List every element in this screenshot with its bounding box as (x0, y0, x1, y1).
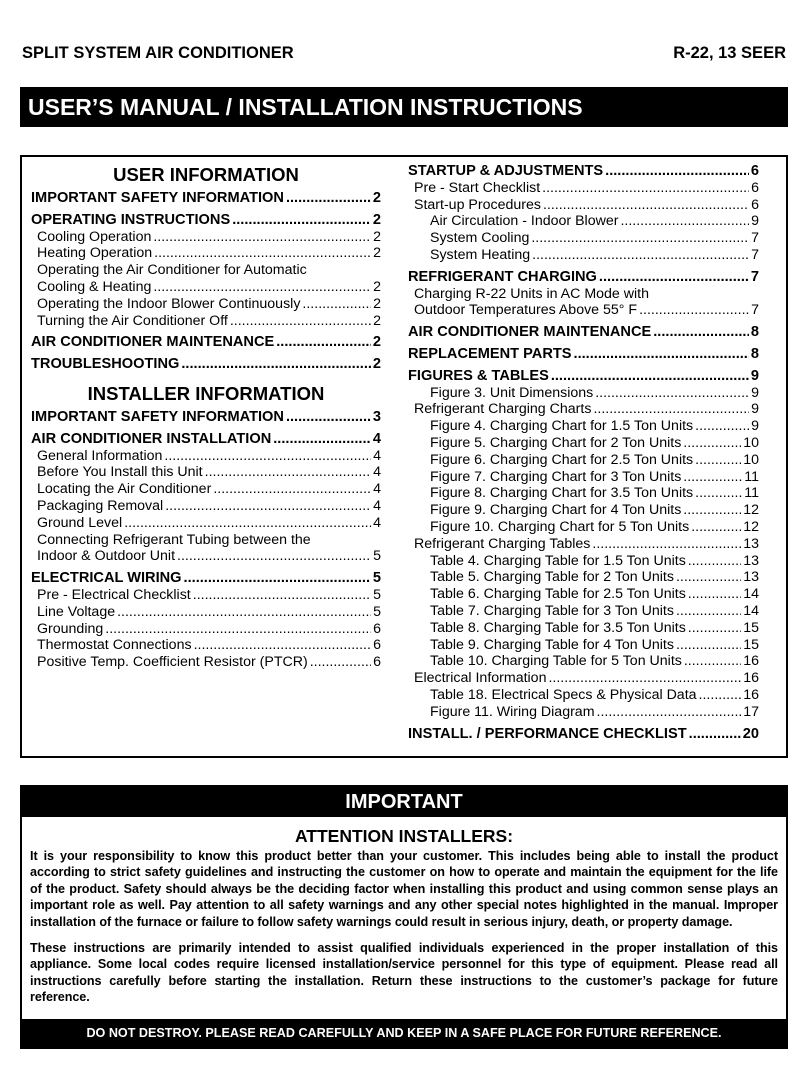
toc-entry-title: Table 10. Charging Table for 5 Ton Units (430, 653, 682, 670)
toc-page-number: 2 (372, 356, 381, 373)
toc-dot-leader (302, 296, 371, 313)
installer-information-heading: INSTALLER INFORMATION (87, 382, 325, 404)
important-notice (20, 785, 788, 1049)
toc-entry (408, 401, 759, 418)
toc-entry-title: Air Circulation - Indoor Blower (430, 213, 619, 230)
toc-entry (31, 548, 381, 565)
toc-entry-title: INSTALL. / PERFORMANCE CHECKLIST (408, 725, 687, 742)
toc-entry (408, 435, 759, 452)
toc-entry (31, 279, 381, 296)
toc-dot-leader (124, 515, 371, 532)
toc-dot-leader (653, 324, 749, 341)
toc-dot-leader (676, 637, 741, 654)
toc-entry-text: Charging R-22 Units in AC Mode with (414, 285, 649, 302)
toc-page-number: 8 (750, 324, 759, 341)
toc-entry (408, 163, 759, 180)
toc-left-column (31, 157, 381, 671)
toc-entry-title: Figure 6. Charging Chart for 2.5 Ton Units (430, 451, 694, 468)
toc-dot-leader (683, 435, 741, 452)
toc-dot-leader (532, 247, 749, 264)
toc-page-number: 5 (373, 603, 381, 620)
toc-entry-text: Operating the Air Conditioner for Automatic (37, 262, 307, 279)
toc-entry (31, 587, 381, 604)
toc-entry (408, 553, 759, 570)
user-information-heading: USER INFORMATION (113, 164, 299, 185)
toc-entry-title: System Cooling (430, 230, 530, 247)
toc-entry (31, 356, 381, 373)
toc-page-number: 11 (744, 468, 759, 485)
toc-dot-leader (676, 603, 741, 620)
toc-dot-leader (574, 346, 749, 363)
toc-entry-title: Line Voltage (37, 603, 116, 620)
toc-entry (408, 180, 759, 197)
toc-page-number: 9 (751, 384, 759, 401)
toc-page-number: 12 (743, 518, 759, 535)
toc-entry (408, 302, 759, 319)
toc-dot-leader (592, 536, 741, 553)
toc-entry (31, 498, 381, 515)
toc-entry-title: Ground Level (37, 514, 123, 531)
toc-dot-leader (194, 637, 372, 654)
toc-entry-title: Figure 5. Charging Chart for 2 Ton Units (430, 434, 682, 451)
toc-dot-leader (165, 498, 371, 515)
toc-entry-title: Table 9. Charging Table for 4 Ton Units (430, 636, 674, 653)
toc-entry-title: System Heating (430, 246, 531, 263)
toc-page-number: 9 (751, 401, 759, 418)
toc-page-number: 20 (742, 725, 759, 742)
toc-entry-title: Table 8. Charging Table for 3.5 Ton Units (430, 619, 686, 636)
toc-page-number: 9 (751, 213, 759, 230)
toc-dot-leader (273, 431, 371, 448)
toc-page-number: 2 (373, 312, 381, 329)
table-of-contents (20, 155, 788, 758)
toc-entry (408, 346, 759, 363)
toc-dot-leader (688, 586, 741, 603)
toc-entry (31, 654, 381, 671)
toc-entry-title: Figure 10. Charging Chart for 5 Ton Units (430, 518, 690, 535)
toc-dot-leader (310, 654, 371, 671)
toc-dot-leader (676, 569, 741, 586)
toc-entry-title: STARTUP & ADJUSTMENTS (408, 163, 604, 179)
toc-entry-title: TROUBLESHOOTING (31, 356, 180, 373)
toc-entry (31, 604, 381, 621)
toc-entry-title: Figure 7. Charging Chart for 3 Ton Units (430, 468, 682, 485)
toc-entry-title: Table 18. Electrical Specs & Physical Data (430, 686, 697, 703)
toc-entry-title: FIGURES & TABLES (408, 367, 549, 384)
toc-entry (31, 409, 381, 426)
toc-entry-title: Figure 3. Unit Dimensions (430, 384, 594, 401)
toc-entry-title: IMPORTANT SAFETY INFORMATION (31, 408, 284, 425)
toc-dot-leader (691, 519, 741, 536)
toc-dot-leader (286, 409, 371, 426)
toc-entry-title: Pre - Start Checklist (414, 179, 541, 196)
toc-dot-leader (286, 190, 371, 207)
toc-page-number: 5 (372, 570, 381, 587)
toc-entry (408, 230, 759, 247)
toc-page-number: 5 (373, 548, 381, 565)
toc-page-number: 6 (373, 637, 381, 654)
toc-dot-leader (184, 570, 371, 587)
toc-entry (31, 245, 381, 262)
toc-dot-leader (593, 401, 749, 418)
toc-page-number: 2 (372, 334, 381, 351)
toc-entry (408, 726, 759, 743)
toc-page-number: 4 (373, 497, 381, 514)
toc-page-number: 4 (372, 430, 381, 447)
toc-page-number: 14 (743, 602, 759, 619)
toc-entry (408, 247, 759, 264)
attention-installers-heading: ATTENTION INSTALLERS: (294, 826, 514, 846)
toc-entry-title: General Information (37, 447, 163, 464)
toc-entry-title: Indoor & Outdoor Unit (37, 548, 176, 565)
toc-entry (31, 570, 381, 587)
toc-entry-title: Outdoor Temperatures Above 55° F (414, 302, 638, 319)
toc-dot-leader (695, 452, 741, 469)
toc-entry-title: Table 7. Charging Table for 3 Ton Units (430, 602, 674, 619)
toc-page-number: 2 (373, 278, 381, 295)
toc-entry (408, 502, 759, 519)
toc-entry (408, 687, 759, 704)
toc-entry-title: OPERATING INSTRUCTIONS (31, 211, 231, 228)
toc-page-number: 6 (373, 654, 381, 671)
toc-dot-leader (597, 704, 742, 721)
toc-dot-leader (153, 279, 371, 296)
toc-entry-title: Table 6. Charging Table for 2.5 Ton Units (430, 586, 686, 603)
responsibility-paragraph: It is your responsibility to know this product better than your customer. This includes being able to install the product according to strict safety guidelines and instructing the customer on how to operate and maintain the equipment for the life of the product. Safety should always be the deciding factor when installing this product and using common sense plays an important role as well. Pay attention to all safety warnings and any other special notes highlighted in the manual. Improper installation of the furnace or failure to follow safety warnings could result in serious injury, death, or property damage. (30, 849, 778, 929)
toc-entry-title: Heating Operation (37, 245, 153, 262)
toc-page-number: 2 (373, 295, 381, 312)
toc-dot-leader (542, 180, 749, 197)
toc-page-number: 8 (750, 345, 759, 362)
toc-right-column (408, 161, 759, 742)
toc-entry-title: Before You Install this Unit (37, 464, 203, 481)
toc-entry-title: Positive Temp. Coefficient Resistor (PTCR) (37, 654, 308, 671)
toc-entry (408, 213, 759, 230)
toc-entry-title: Figure 4. Charging Chart for 1.5 Ton Units (430, 418, 694, 435)
toc-entry-title: Start-up Procedures (414, 196, 541, 213)
toc-entry-title: Grounding (37, 620, 104, 637)
toc-dot-leader (689, 726, 741, 743)
toc-entry-title: AIR CONDITIONER MAINTENANCE (31, 334, 275, 351)
toc-entry-title: Pre - Electrical Checklist (37, 586, 191, 603)
toc-entry (31, 448, 381, 465)
toc-entry-title: Table 4. Charging Table for 1.5 Ton Units (430, 552, 686, 569)
toc-entry (408, 586, 759, 603)
toc-entry (31, 464, 381, 481)
toc-dot-leader (695, 418, 749, 435)
toc-entry-text: Connecting Refrigerant Tubing between the (37, 531, 311, 548)
toc-entry-title: Refrigerant Charging Charts (414, 401, 592, 418)
manual-title-bar: USER’S MANUAL / INSTALLATION INSTRUCTIONS (20, 87, 788, 127)
toc-page-number: 15 (743, 636, 759, 653)
toc-dot-leader (213, 481, 371, 498)
toc-dot-leader (595, 385, 749, 402)
toc-page-number: 9 (751, 418, 759, 435)
toc-dot-leader (699, 687, 742, 704)
toc-page-number: 14 (743, 586, 759, 603)
toc-entry-title: Table 5. Charging Table for 2 Ton Units (430, 569, 674, 586)
do-not-destroy-footer: DO NOT DESTROY. PLEASE READ CAREFULLY AND KEEP IN A SAFE PLACE FOR FUTURE REFERENCE. (22, 1019, 786, 1047)
toc-page-number: 2 (373, 228, 381, 245)
toc-entry (408, 653, 759, 670)
toc-entry-title: Cooling Operation (37, 228, 152, 245)
toc-entry-title: Cooling & Heating (37, 278, 152, 295)
toc-dot-leader (531, 230, 749, 247)
toc-entry (408, 469, 759, 486)
toc-dot-leader (205, 464, 371, 481)
toc-dot-leader (154, 245, 371, 262)
toc-entry-title: REPLACEMENT PARTS (408, 345, 572, 362)
toc-entry (31, 190, 381, 207)
toc-dot-leader (695, 485, 742, 502)
toc-page-number: 15 (743, 619, 759, 636)
toc-entry (31, 212, 381, 229)
right-entries (408, 163, 759, 742)
toc-dot-leader (193, 587, 371, 604)
toc-entry (31, 515, 381, 532)
toc-entry-title: ELECTRICAL WIRING (31, 570, 182, 587)
toc-dot-leader (276, 334, 371, 351)
toc-page-number: 4 (373, 514, 381, 531)
toc-entry (408, 637, 759, 654)
toc-entry-title: Thermostat Connections (37, 637, 192, 654)
doc-header-right: R-22, 13 SEER (673, 44, 786, 62)
toc-dot-leader (232, 212, 371, 229)
toc-page-number: 4 (373, 481, 381, 498)
installer-entries (31, 409, 381, 671)
toc-entry-title: Figure 9. Charging Chart for 4 Ton Units (430, 502, 682, 519)
toc-entry-title: Figure 11. Wiring Diagram (430, 703, 595, 720)
toc-entry (408, 485, 759, 502)
toc-dot-leader (164, 448, 371, 465)
toc-page-number: 12 (743, 502, 759, 519)
toc-entry (408, 197, 759, 214)
toc-entry (31, 313, 381, 330)
toc-entry (31, 229, 381, 246)
toc-entry (408, 452, 759, 469)
toc-entry (408, 519, 759, 536)
toc-page-number: 13 (743, 569, 759, 586)
toc-dot-leader (688, 620, 741, 637)
important-heading: IMPORTANT (22, 787, 786, 817)
toc-dot-leader (683, 469, 742, 486)
toc-entry (408, 324, 759, 341)
toc-entry (31, 481, 381, 498)
user-entries (31, 190, 381, 373)
toc-page-number: 17 (743, 703, 759, 720)
toc-page-number: 2 (372, 211, 381, 228)
toc-entry-title: REFRIGERANT CHARGING (408, 268, 597, 285)
toc-dot-leader (105, 621, 371, 638)
toc-page-number: 16 (743, 686, 759, 703)
toc-entry-title: AIR CONDITIONER MAINTENANCE (408, 324, 652, 341)
toc-page-number: 6 (750, 163, 759, 179)
doc-header-left: SPLIT SYSTEM AIR CONDITIONER (22, 44, 294, 62)
toc-page-number: 7 (751, 246, 759, 263)
toc-dot-leader (605, 163, 749, 180)
toc-entry (408, 704, 759, 721)
toc-page-number: 4 (373, 464, 381, 481)
toc-entry (408, 385, 759, 402)
toc-entry (408, 368, 759, 385)
toc-page-number: 10 (743, 451, 759, 468)
toc-page-number: 13 (743, 552, 759, 569)
toc-entry (408, 620, 759, 637)
toc-dot-leader (551, 368, 749, 385)
toc-page-number: 6 (751, 179, 759, 196)
toc-page-number: 3 (372, 408, 381, 425)
toc-page-number: 16 (743, 670, 759, 687)
toc-entry-title: Locating the Air Conditioner (37, 481, 212, 498)
toc-dot-leader (684, 653, 741, 670)
toc-dot-leader (181, 356, 371, 373)
toc-entry (31, 431, 381, 448)
toc-dot-leader (683, 502, 741, 519)
toc-page-number: 10 (743, 434, 759, 451)
toc-dot-leader (639, 302, 749, 319)
toc-entry-title: IMPORTANT SAFETY INFORMATION (31, 190, 284, 206)
toc-entry (31, 621, 381, 638)
toc-page-number: 6 (373, 620, 381, 637)
toc-page-number: 16 (743, 653, 759, 670)
toc-entry-title: Operating the Indoor Blower Continuously (37, 295, 301, 312)
toc-dot-leader (688, 553, 741, 570)
instructions-paragraph: These instructions are primarily intended to assist qualified individuals experienced in the proper installation of this appliance. Some local codes require licensed installation/service personnel for this type of equipment. Please read all instructions carefully before starting the installation. Return these instructions to the customer’s package for future reference. (30, 941, 778, 1005)
toc-page-number: 5 (373, 586, 381, 603)
toc-dot-leader (620, 213, 749, 230)
toc-page-number: 9 (750, 367, 759, 384)
toc-page-number: 4 (373, 447, 381, 464)
toc-dot-leader (543, 197, 749, 214)
toc-entry (31, 637, 381, 654)
toc-entry-title: Figure 8. Charging Chart for 3.5 Ton Units (430, 485, 694, 502)
toc-entry (408, 670, 759, 687)
toc-entry (31, 334, 381, 351)
toc-entry-title: Turning the Air Conditioner Off (37, 312, 228, 329)
toc-page-number: 2 (373, 245, 381, 262)
toc-entry (31, 296, 381, 313)
toc-dot-leader (177, 548, 371, 565)
toc-entry-title: AIR CONDITIONER INSTALLATION (31, 430, 272, 447)
toc-page-number: 7 (751, 302, 759, 319)
toc-dot-leader (230, 313, 371, 330)
toc-entry-title: Electrical Information (414, 670, 547, 687)
toc-dot-leader (599, 269, 749, 286)
toc-dot-leader (117, 604, 371, 621)
toc-entry (408, 569, 759, 586)
toc-dot-leader (153, 229, 371, 246)
toc-entry (408, 418, 759, 435)
toc-page-number: 7 (750, 268, 759, 285)
toc-entry-title: Refrigerant Charging Tables (414, 535, 591, 552)
toc-page-number: 13 (743, 535, 759, 552)
toc-page-number: 11 (744, 485, 759, 502)
toc-entry-title: Packaging Removal (37, 497, 164, 514)
toc-entry (408, 269, 759, 286)
toc-dot-leader (548, 670, 741, 687)
toc-page-number: 7 (751, 230, 759, 247)
toc-page-number: 6 (751, 196, 759, 213)
toc-entry (408, 603, 759, 620)
toc-page-number: 2 (372, 190, 381, 206)
toc-entry (408, 536, 759, 553)
